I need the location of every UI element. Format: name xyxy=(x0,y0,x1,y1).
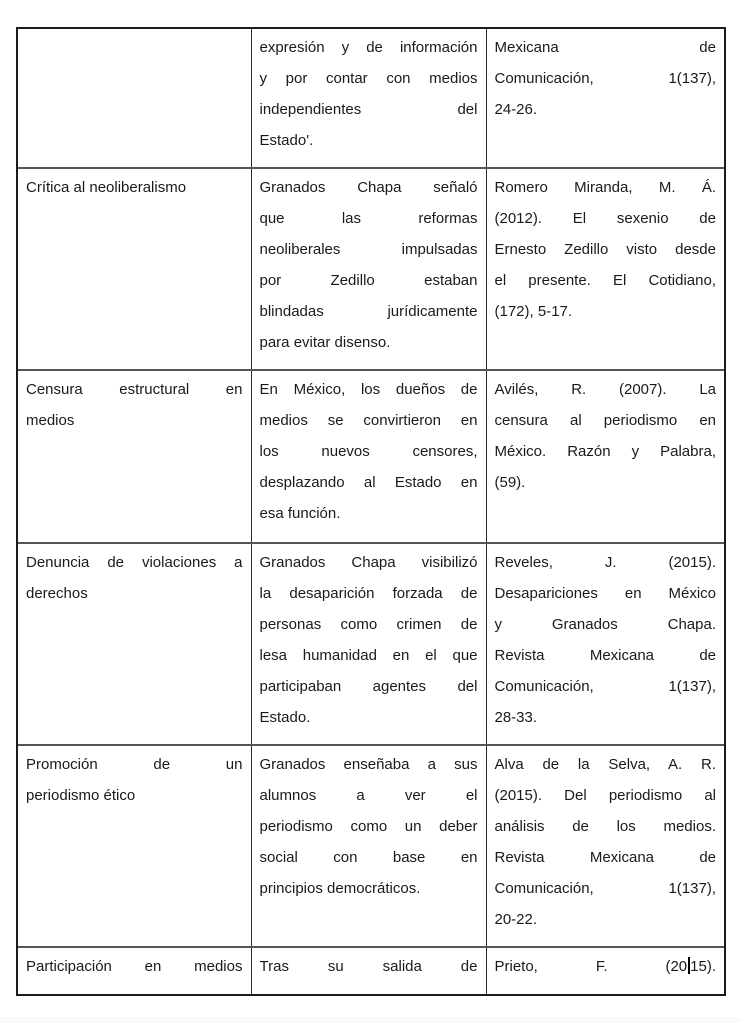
text-line: Comunicación, 1(137), xyxy=(494,70,716,87)
table-row xyxy=(17,745,725,947)
table-row xyxy=(17,28,725,168)
table-row xyxy=(17,543,725,745)
topic-cell[interactable] xyxy=(17,28,251,168)
text-line: blindadas jurídicamente xyxy=(259,303,478,320)
reference-cell[interactable] xyxy=(486,543,725,745)
text-line: que las reformas xyxy=(259,210,478,227)
text-line: Granados Chapa visibilizó xyxy=(259,554,478,571)
text-line: expresión y de información xyxy=(259,39,478,56)
text-line: periodismo como un deber xyxy=(259,818,478,835)
topic-cell[interactable] xyxy=(17,370,251,543)
text-line: desplazando al Estado en xyxy=(259,474,478,491)
text-line: México. Razón y Palabra, xyxy=(494,443,716,460)
text-line: Revista Mexicana de xyxy=(494,849,716,866)
text-line: Estado'. xyxy=(259,132,314,149)
text-line: para evitar disenso. xyxy=(259,334,391,351)
text-line: Revista Mexicana de xyxy=(494,647,716,664)
text-line: principios democráticos. xyxy=(259,880,421,897)
text-line: Ernesto Zedillo visto desde xyxy=(494,241,716,258)
text-fragment: Prieto, F. (20 xyxy=(494,958,688,975)
text-line: la desaparición forzada de xyxy=(259,585,478,602)
description-cell[interactable] xyxy=(251,745,486,947)
text-line: independientes del xyxy=(259,101,478,118)
text-line: Desapariciones en México xyxy=(494,585,716,602)
text-line: Mexicana de xyxy=(494,39,716,56)
text-fragment: 15). xyxy=(690,958,716,975)
text-line: Censura estructural en xyxy=(26,381,243,398)
document-table xyxy=(16,27,726,996)
text-line: Comunicación, 1(137), xyxy=(494,880,716,897)
topic-cell[interactable] xyxy=(17,168,251,370)
text-line: participaban agentes del xyxy=(259,678,478,695)
reference-cell[interactable] xyxy=(486,745,725,947)
text-line: Alva de la Selva, A. R. xyxy=(494,756,716,773)
text-line: y Granados Chapa. xyxy=(494,616,716,633)
text-line: (2012). El sexenio de xyxy=(494,210,716,227)
text-line: censura al periodismo en xyxy=(494,412,716,429)
text-line: (59). xyxy=(494,474,526,491)
reference-cell[interactable] xyxy=(486,168,725,370)
topic-cell[interactable] xyxy=(17,745,251,947)
text-line: Estado. xyxy=(259,709,311,726)
text-line: 28-33. xyxy=(494,709,538,726)
text-line: Romero Miranda, M. Á. xyxy=(494,179,716,196)
text-line: lesa humanidad en el que xyxy=(259,647,478,664)
table-row xyxy=(17,168,725,370)
text-line: neoliberales impulsadas xyxy=(259,241,478,258)
reference-cell[interactable] xyxy=(486,947,725,995)
text-line: Granados Chapa señaló xyxy=(259,179,478,196)
text-line: Reveles, J. (2015). xyxy=(494,554,716,571)
text-line xyxy=(495,951,717,982)
text-line: periodismo ético xyxy=(26,787,136,804)
text-line: Tras su salida de xyxy=(259,958,478,975)
text-line: por Zedillo estaban xyxy=(259,272,478,289)
text-line: esa función. xyxy=(259,505,341,522)
text-line: y por contar con medios xyxy=(259,70,478,87)
text-line: En México, los dueños de xyxy=(259,381,478,398)
text-line: medios se convirtieron en xyxy=(259,412,478,429)
text-line: (2015). Del periodismo al xyxy=(494,787,716,804)
text-line: el presente. El Cotidiano, xyxy=(494,272,716,289)
text-line: Denuncia de violaciones a xyxy=(26,554,243,571)
text-line: Participación en medios xyxy=(26,958,243,975)
reference-cell[interactable] xyxy=(486,370,725,543)
text-line: Comunicación, 1(137), xyxy=(494,678,716,695)
text-line: 24-26. xyxy=(494,101,538,118)
page-bottom-band xyxy=(0,1017,741,1023)
text-line: social con base en xyxy=(259,849,478,866)
topic-cell[interactable] xyxy=(17,947,251,995)
text-line: análisis de los medios. xyxy=(494,818,716,835)
text-line: (172), 5-17. xyxy=(494,303,573,320)
description-cell[interactable] xyxy=(251,370,486,543)
text-line: Granados enseñaba a sus xyxy=(259,756,478,773)
text-line: Crítica al neoliberalismo xyxy=(26,179,187,196)
text-line: medios xyxy=(26,412,75,429)
description-cell[interactable] xyxy=(251,28,486,168)
text-line: alumnos a ver el xyxy=(259,787,478,804)
text-line: Avilés, R. (2007). La xyxy=(494,381,716,398)
text-line: 20-22. xyxy=(494,911,538,928)
text-line: Promoción de un xyxy=(26,756,243,773)
text-line: personas como crimen de xyxy=(259,616,478,633)
topic-cell[interactable] xyxy=(17,543,251,745)
text-line: derechos xyxy=(26,585,88,602)
description-cell[interactable] xyxy=(251,168,486,370)
table-row xyxy=(17,947,725,995)
description-cell[interactable] xyxy=(251,543,486,745)
reference-cell[interactable] xyxy=(486,28,725,168)
table-row xyxy=(17,370,725,543)
description-cell[interactable] xyxy=(251,947,486,995)
text-line: los nuevos censores, xyxy=(259,443,478,460)
